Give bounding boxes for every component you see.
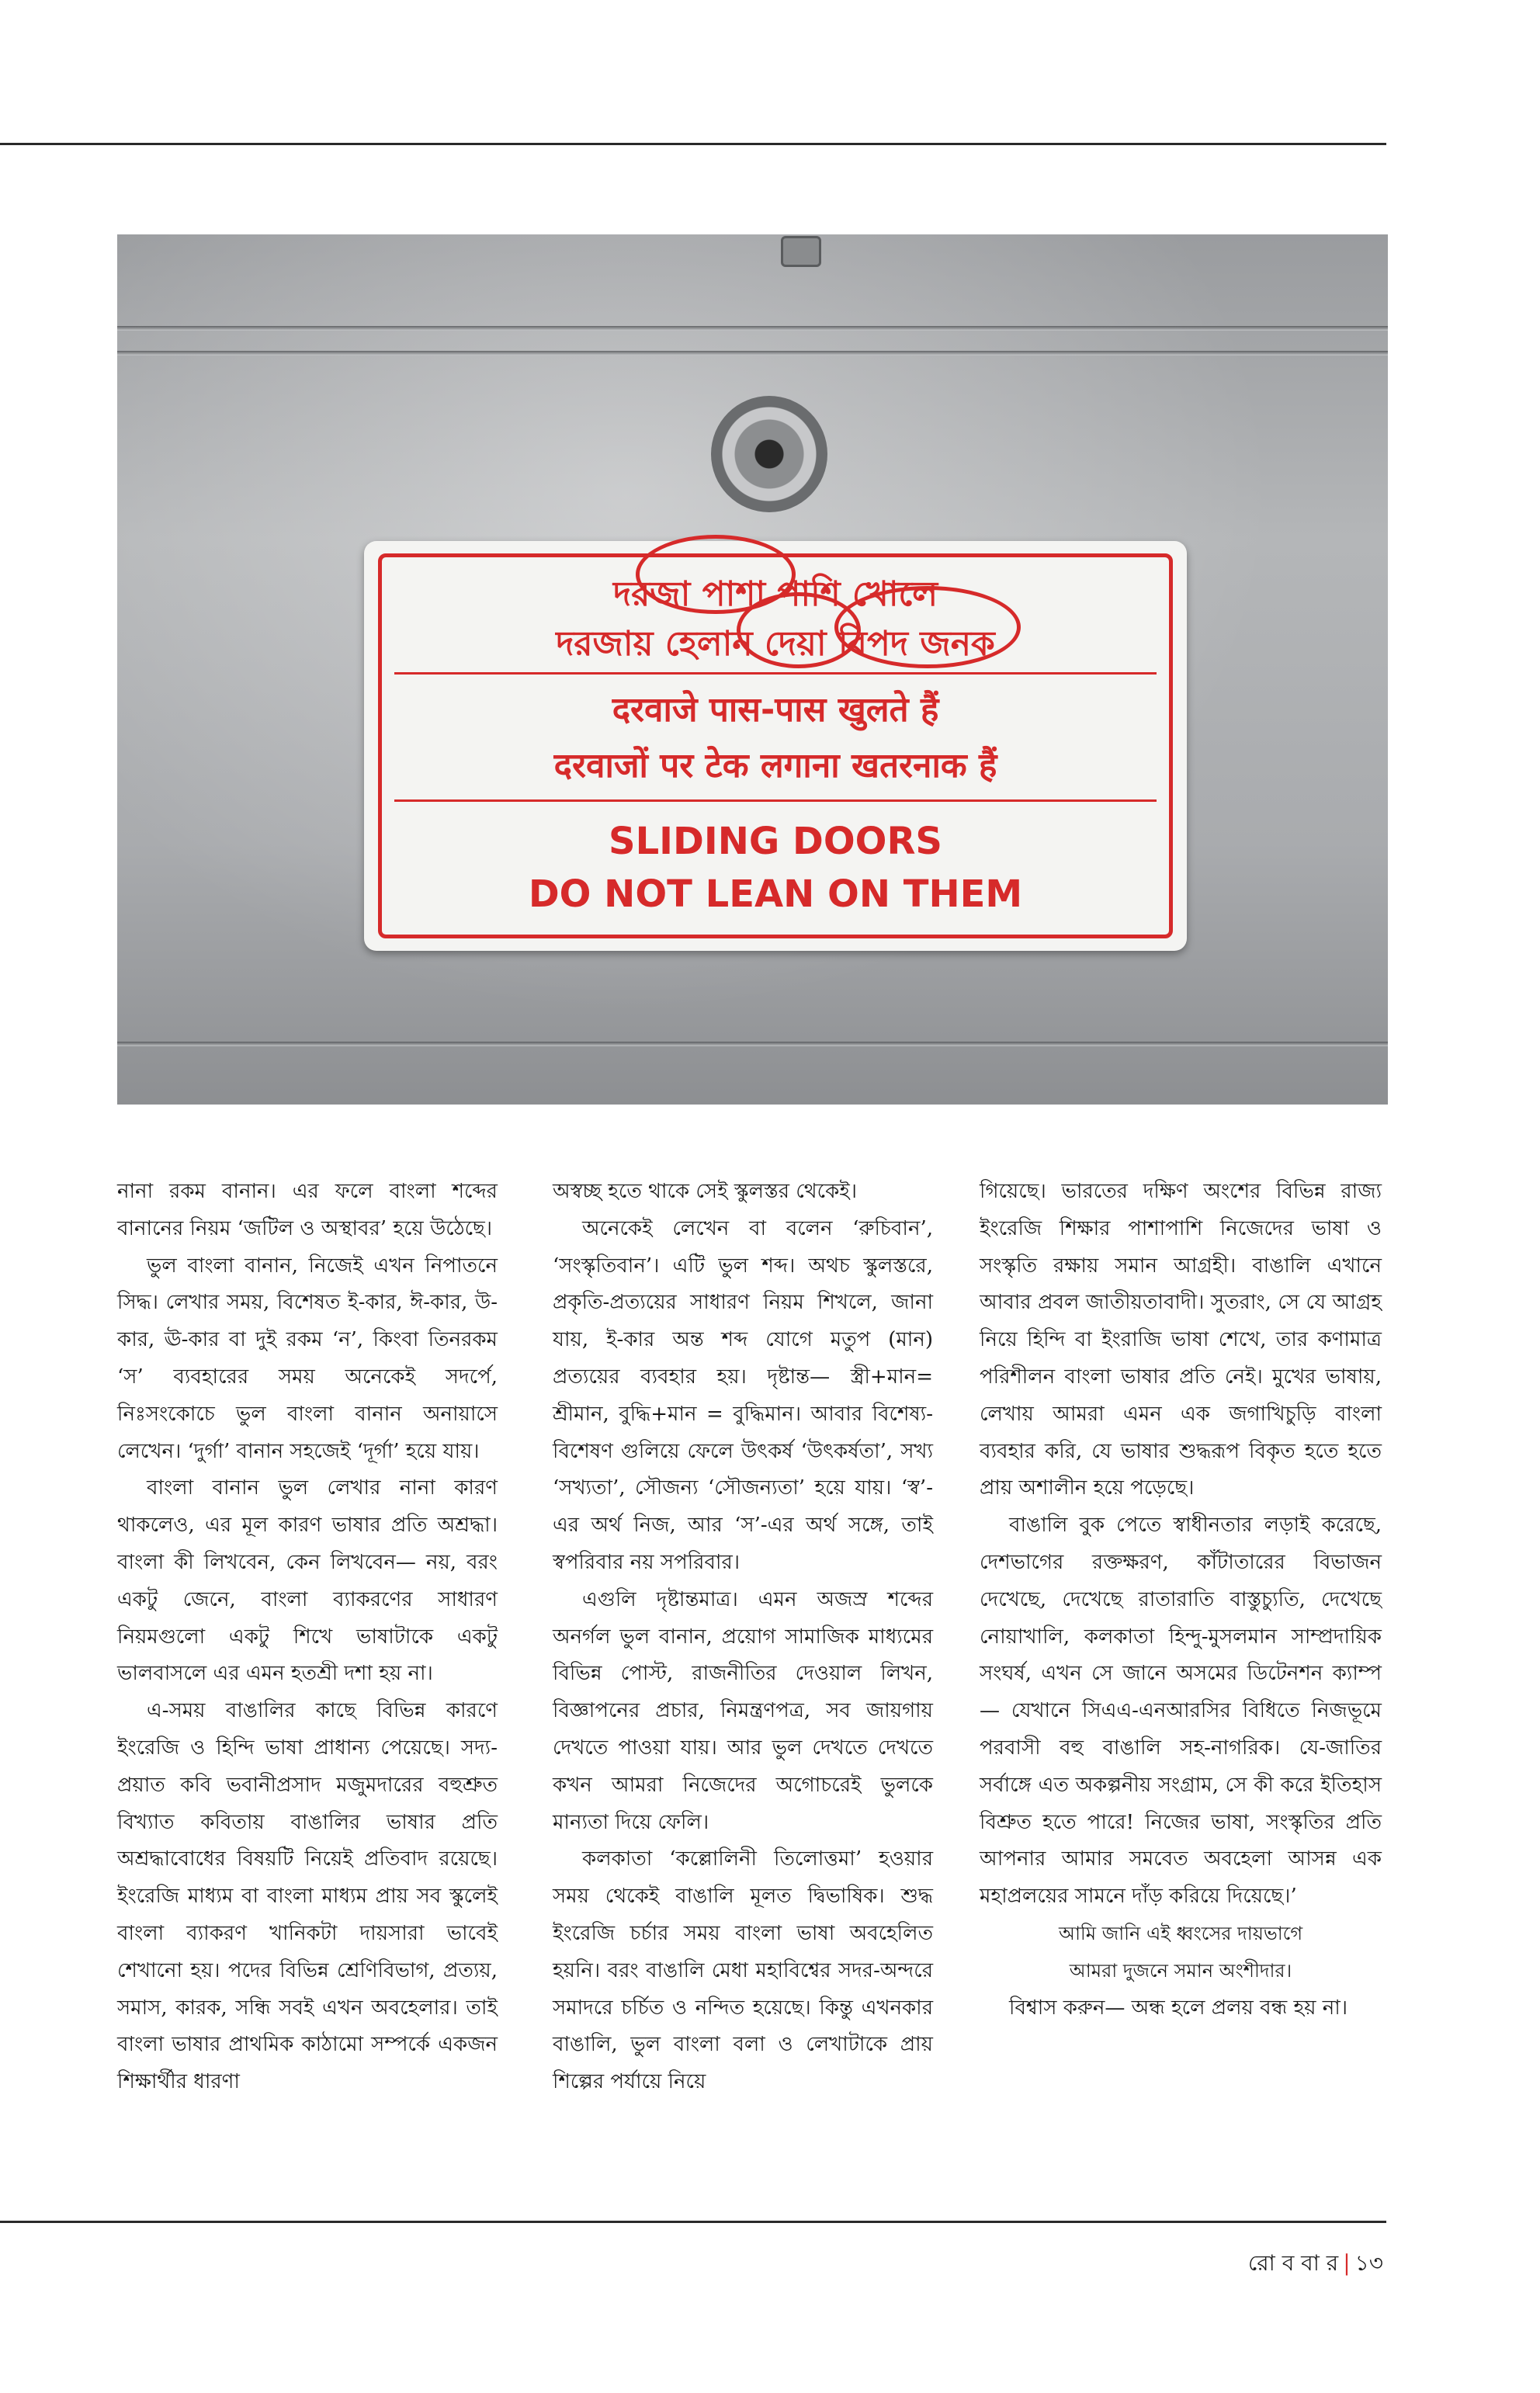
top-rule bbox=[0, 143, 1386, 145]
paragraph: ভুল বাংলা বানান, নিজেই এখন নিপাতনে সিদ্ধ। লেখার সময়, বিশেষত ই-কার, ঈ-কার, উ-কার, ঊ-কার বা দুই রকম ‘ন’, কিংবা তিনরকম ‘স’ ব্যবহারের সময় অনেকেই সদর্পে, নিঃসংকোচে ভুল বাংলা বানান অনায়াসে লেখেন। ‘দুর্গা’ বানান সহজেই ‘দূর্গা’ হয়ে যায়। bbox=[117, 1254, 498, 1463]
paragraph: অস্বচ্ছ হতে থাকে সেই স্কুলস্তর থেকেই। bbox=[553, 1180, 858, 1203]
paragraph: বাংলা বানান ভুল লেখার নানা কারণ থাকলেও, এর মূল কারণ ভাষার প্রতি অশ্রদ্ধা। বাংলা কী লিখবেন, কেন লিখবেন— নয়, বরং একটু জেনে, বাংলা ব্যাকরণের সাধারণ নিয়মগুলো একটু শিখে ভাষাটাকে একটু ভালবাসলে এর এমন হতশ্রী দশা হয় না। bbox=[117, 1476, 498, 1686]
verse-line: আমি জানি এই ধ্বংসের দায়ভাগে bbox=[1058, 1922, 1303, 1944]
sign-hindi-line-2: दरवाजों पर टेक लगाना खतरनाक हैं bbox=[553, 746, 997, 786]
sign-english-line-2: DO NOT LEAN ON THEM bbox=[528, 872, 1023, 916]
photo-groove bbox=[117, 351, 1388, 355]
closing-paragraph: বিশ্বাস করুন— অন্ধ হলে প্রলয় বন্ধ হয় না। bbox=[1009, 1996, 1348, 2020]
sign-english-line-1: SLIDING DOORS bbox=[609, 820, 942, 863]
page-number: ১৩ bbox=[1354, 2250, 1383, 2276]
sign-divider bbox=[394, 799, 1157, 802]
highlight-circle bbox=[834, 586, 1021, 668]
footer-separator: | bbox=[1343, 2250, 1351, 2276]
bottom-rule bbox=[0, 2221, 1386, 2223]
magazine-name: রো ব বা র bbox=[1247, 2250, 1339, 2276]
photo-nut bbox=[781, 236, 821, 267]
page-footer bbox=[1248, 2246, 1383, 2283]
paragraph: কলকাতা ‘কল্লোলিনী তিলোত্তমা’ হওয়ার সময় থেকেই বাঙালি মূলত দ্বিভাষিক। শুদ্ধ ইংরেজি চর্চার সময় বাংলা ভাষা অবহেলিত হয়নি। বরং বাঙালি মেধা মহাবিশ্বের সদর-অন্দরে সমাদরে চর্চিত ও নন্দিত হয়েছে। কিন্তু এখনকার বাঙালি, ভুল বাংলা বলা ও লেখাটাকে প্রায় শিল্পের পর্যায়ে নিয়ে bbox=[553, 1847, 933, 2094]
sign-divider bbox=[394, 672, 1157, 675]
article-column-2 bbox=[553, 1174, 933, 2101]
paragraph: অনেকেই লেখেন বা বলেন ‘রুচিবান’, ‘সংস্কৃতিবান’। এটি ভুল শব্দ। অথচ স্কুলস্তরে, প্রকৃতি-প্রত্যয়ের সাধারণ নিয়ম শিখলে, জানা যায়, ই-কার অন্ত শব্দ যোগে মতুপ (মান) প্রত্যয়ের ব্যবহার হয়। দৃষ্টান্ত— স্ত্রী+মান= শ্রীমান, বুদ্ধি+মান = বুদ্ধিমান। আবার বিশেষ্য-বিশেষণ গুলিয়ে ফেলে উৎকর্ষ ‘উৎকর্ষতা’, সখ্য ‘সখ্যতা’, সৌজন্য ‘সৌজন্যতা’ হয়ে যায়। ‘স্ব’-এর অর্থ নিজ, আর ‘স’-এর অর্থ সঙ্গে, তাই স্বপরিবার নয় সপরিবার। bbox=[553, 1216, 933, 1574]
paragraph: এগুলি দৃষ্টান্তমাত্র। এমন অজস্র শব্দের অনর্গল ভুল বানান, প্রয়োগ সামাজিক মাধ্যমের বিভিন্ন পোস্ট, রাজনীতির দেওয়াল লিখন, বিজ্ঞাপনের প্রচার, নিমন্ত্রণপত্র, সব জায়গায় দেখতে পাওয়া যায়। আর ভুল দেখতে দেখতে কখন আমরা নিজেদের অগোচরেই ভুলকে মান্যতা দিয়ে ফেলি। bbox=[553, 1587, 933, 1834]
article-column-3 bbox=[980, 1174, 1382, 2027]
sign-hindi-line-1: दरवाजे पास-पास खुलते हैं bbox=[612, 690, 939, 730]
paragraph: গিয়েছে। ভারতের দক্ষিণ অংশের বিভিন্ন রাজ্য ইংরেজি শিক্ষার পাশাপাশি নিজেদের ভাষা ও সংস্কৃতি রক্ষায় সমান আগ্রহী। বাঙালি এখানে আবার প্রবল জাতীয়তাবাদী। সুতরাং, সে যে আগ্রহ নিয়ে হিন্দি বা ইংরাজি ভাষা শেখে, তার কণামাত্র পরিশীলন বাংলা ভাষার প্রতি নেই। মুখের ভাষায়, লেখায় আমরা এমন এক জগাখিচুড়ি বাংলা ব্যবহার করি, যে ভাষার শুদ্ধরূপ বিকৃত হতে হতে প্রায় অশালীন হয়ে পড়েছে। bbox=[980, 1180, 1382, 1500]
paragraph: বাঙালি বুক পেতে স্বাধীনতার লড়াই করেছে, দেশভাগের রক্তক্ষরণ, কাঁটাতারের বিভাজন দেখেছে, দেখেছে রাতারাতি বাস্তুচ্যুতি, দেখেছে নোয়াখালি, কলকাতা হিন্দু-মুসলমান সাম্প্রদায়িক সংঘর্ষ, এখন সে জানে অসমের ডিটেনশন ক্যাম্প— যেখানে সিএএ-এনআরসির বিধিতে নিজভূমে পরবাসী বহু বাঙালি সহ-নাগরিক। যে-জাতির সর্বাঙ্গে এত অকল্পনীয় সংগ্রাম, সে কী করে ইতিহাস বিশ্রুত হতে পারে! নিজের ভাষা, সংস্কৃতির প্রতি আপনার আমার সমবেত অবহেলা আসন্ন এক মহাপ্রলয়ের সামনে দাঁড় করিয়ে দিয়েছে।’ bbox=[980, 1514, 1382, 1909]
photo-groove bbox=[117, 326, 1388, 331]
paragraph: নানা রকম বানান। এর ফলে বাংলা শব্দের বানানের নিয়ম ‘জটিল ও অস্থাবর’ হয়ে উঠেছে। bbox=[117, 1180, 498, 1240]
paragraph: এ-সময় বাঙালির কাছে বিভিন্ন কারণে ইংরেজি ও হিন্দি ভাষা প্রাধান্য পেয়েছে। সদ্য-প্রয়াত কবি ভবানীপ্রসাদ মজুমদারের বহুশ্রুত বিখ্যাত কবিতায় বাঙালির ভাষার প্রতি অশ্রদ্ধাবোধের বিষয়টি নিয়েই প্রতিবাদ রয়েছে। ইংরেজি মাধ্যম বা বাংলা মাধ্যম প্রায় সব স্কুলেই বাংলা ব্যাকরণ খানিকটা দায়সারা ভাবেই শেখানো হয়। পদের বিভিন্ন শ্রেণিবিভাগ, প্রত্যয়, সমাস, কারক, সন্ধি সবই এখন অবহেলার। তাই বাংলা ভাষার প্রাথমিক কাঠামো সম্পর্কে একজন শিক্ষার্থীর ধারণা bbox=[117, 1699, 498, 2094]
verse-line: আমরা দুজনে সমান অংশীদার। bbox=[1069, 1959, 1292, 1982]
article-photo bbox=[117, 234, 1388, 1105]
article-column-1 bbox=[117, 1174, 498, 2101]
door-bolt bbox=[711, 396, 827, 512]
photo-groove bbox=[117, 1042, 1388, 1046]
door-sign bbox=[364, 541, 1187, 951]
sign-bengali-line-2: দরজায় হেলান দেয়া বিপদ জনক bbox=[556, 624, 995, 664]
sign-bengali-line-1: দরজা পাশা পাশি খোলে bbox=[612, 574, 938, 614]
